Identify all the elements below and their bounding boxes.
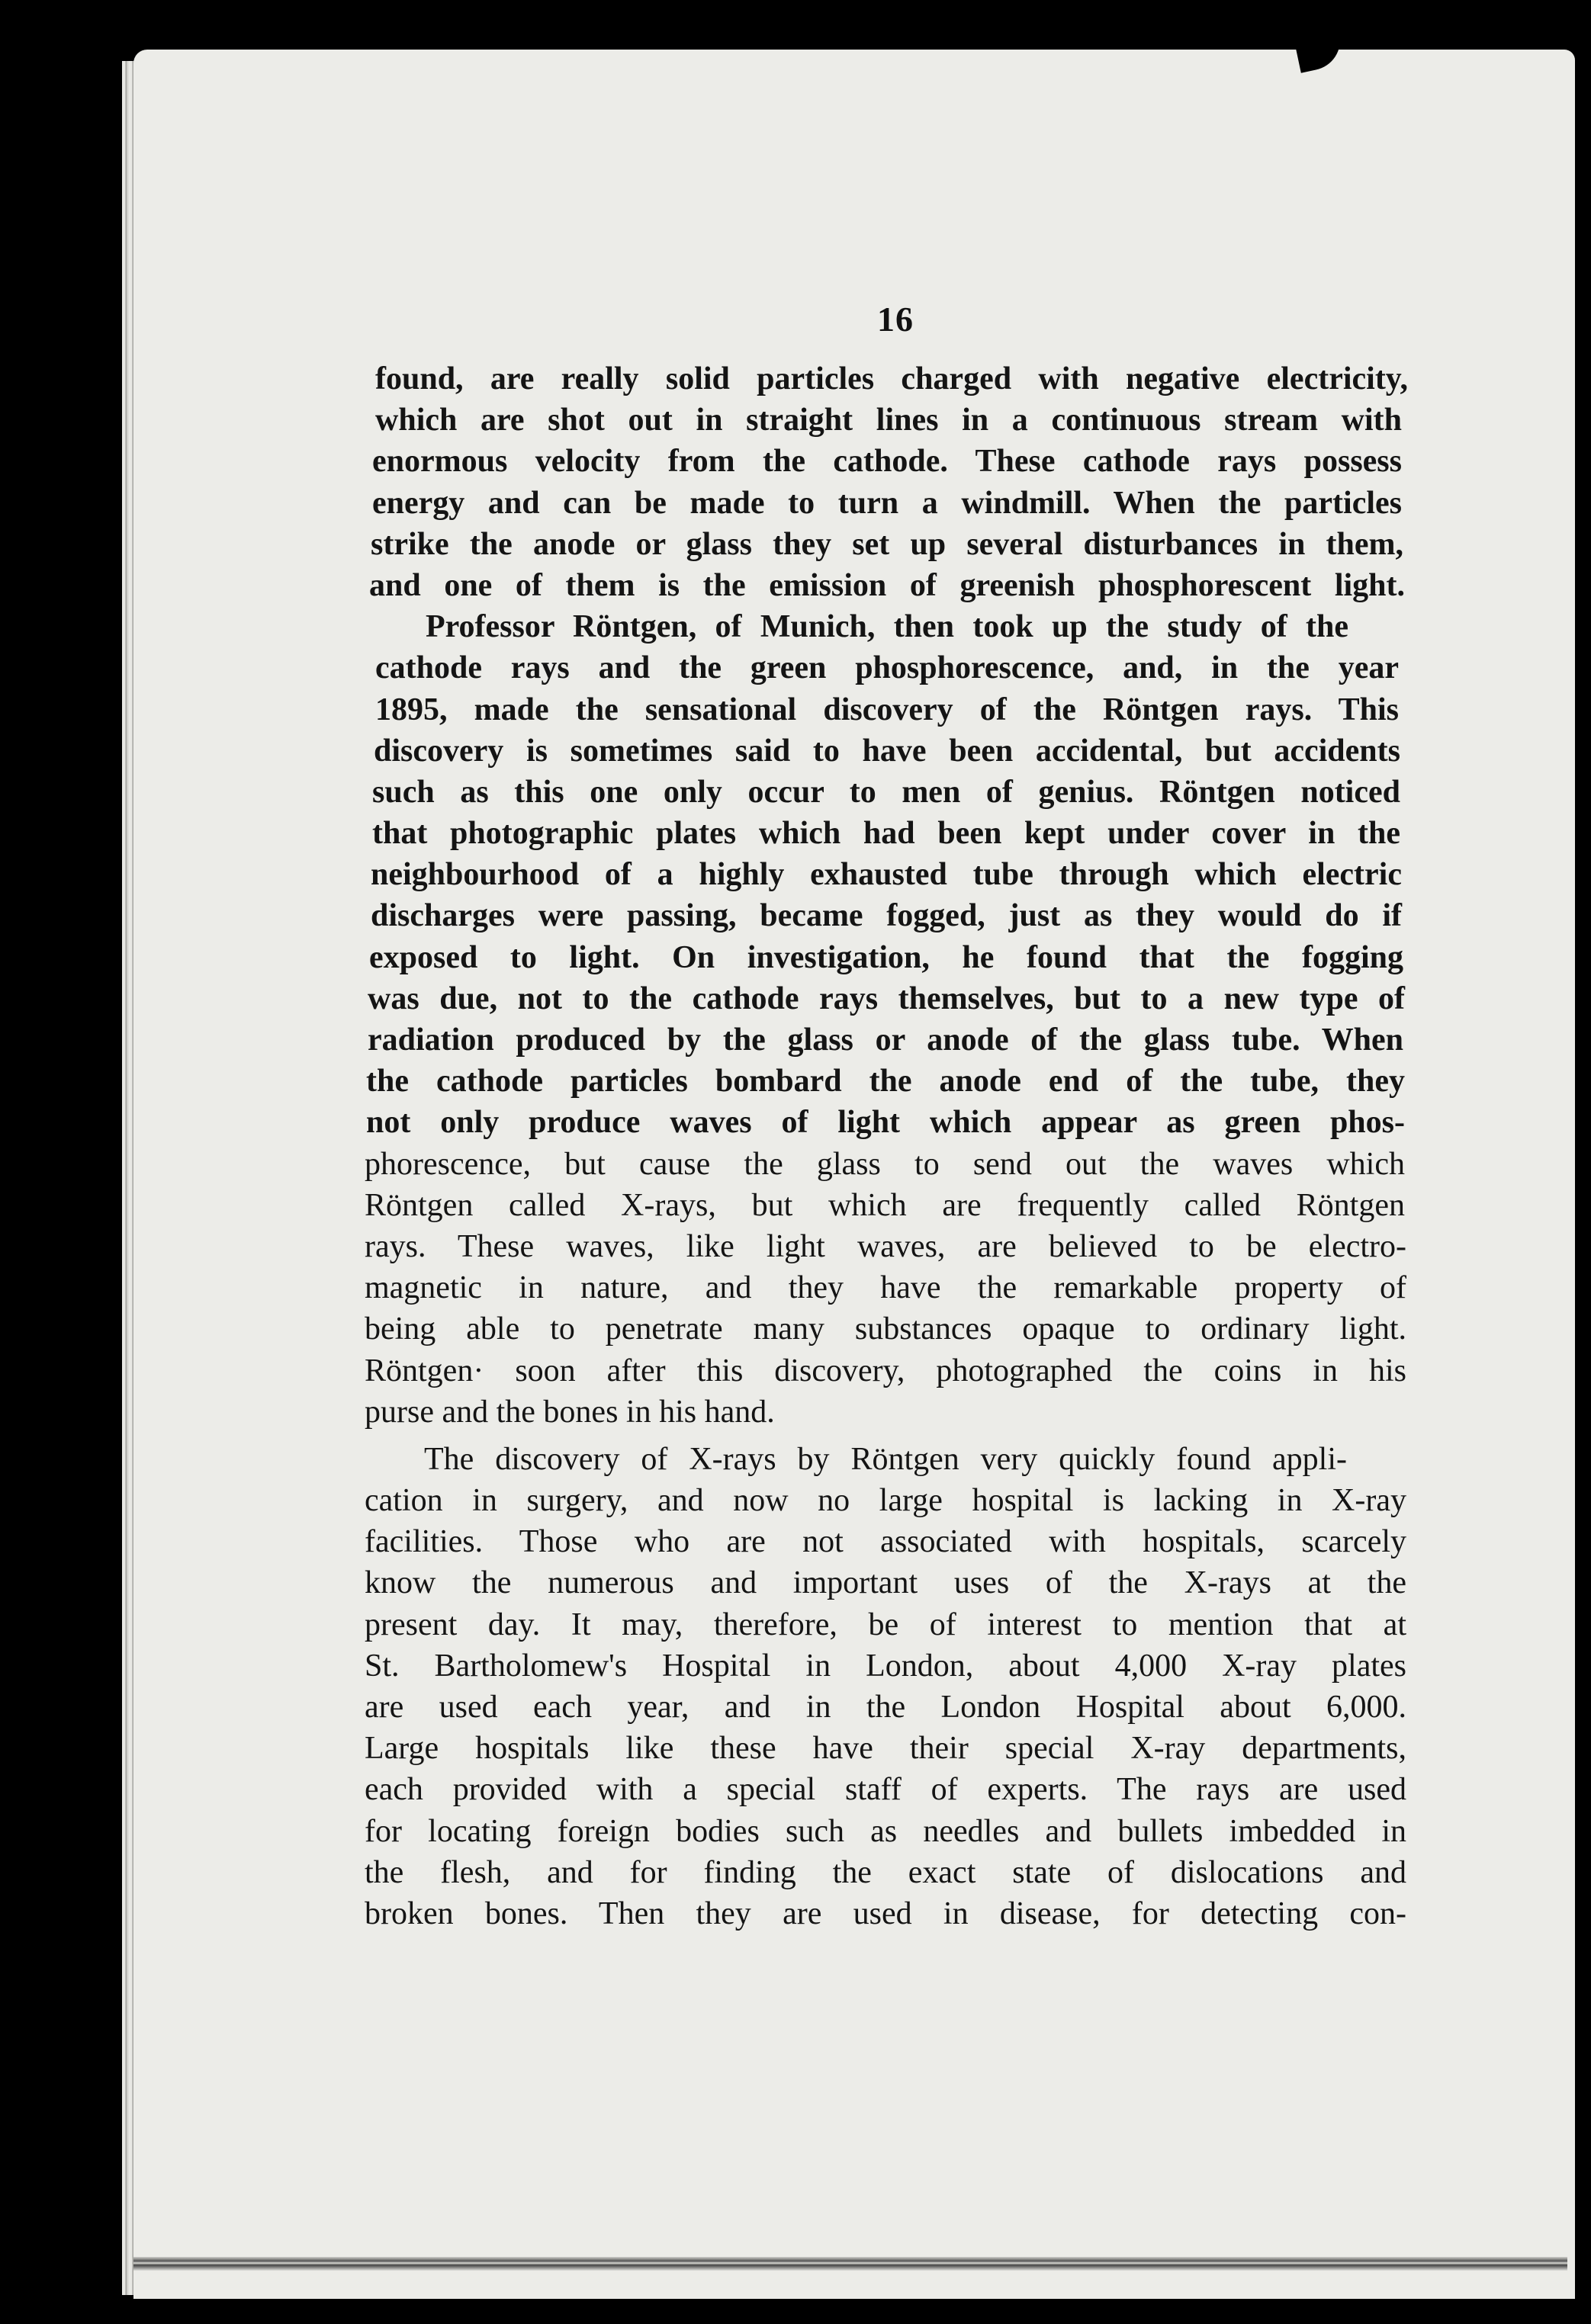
page-number: 16 [877, 300, 914, 339]
text-line: radiation produced by the glass or anode of the glass tube. When [368, 1022, 1403, 1058]
text-line: present day. It may, therefore, be of interest to mention that at [365, 1607, 1406, 1642]
text-line: found, are really solid particles charged with negative electricity, [375, 361, 1408, 396]
text-line: and one of them is the emission of greenish phosphorescent light. [369, 567, 1405, 603]
text-line: that photographic plates which had been kept under cover in the [372, 816, 1400, 852]
text-line: not only produce waves of light which appear as green phos- [366, 1105, 1405, 1141]
text-line: the cathode particles bombard the anode end of the tube, they [366, 1064, 1405, 1099]
text-line: magnetic in nature, and they have the remarkable property of [365, 1270, 1406, 1306]
text-line: Röntgen called X-rays, but which are frequently called Röntgen [365, 1187, 1405, 1223]
text-line: enormous velocity from the cathode. These cathode rays possess [372, 444, 1402, 480]
text-line: St. Bartholomew's Hospital in London, about 4,000 X-ray plates [365, 1648, 1406, 1684]
text-line: for locating foreign bodies such as needles and bullets imbedded in [365, 1813, 1406, 1849]
text-line: strike the anode or glass they set up several disturbances in them, [371, 526, 1403, 562]
text-line: discovery is sometimes said to have been accidental, but accidents [374, 733, 1400, 769]
text-line: which are shot out in straight lines in a continuous stream with [375, 403, 1402, 438]
text-line: broken bones. Then they are used in disease, for detecting con- [365, 1895, 1406, 1931]
text-line: Röntgen· soon after this discovery, photographed the coins in his [365, 1353, 1406, 1388]
text-line: the flesh, and for finding the exact state of dislocations and [365, 1854, 1406, 1890]
text-line: Large hospitals like these have their special X-ray departments, [365, 1731, 1406, 1767]
text-line: rays. These waves, like light waves, are believed to be electro- [365, 1228, 1406, 1264]
text-line: such as this one only occur to men of genius. Röntgen noticed [372, 774, 1400, 810]
text-line: was due, not to the cathode rays themselves, but to a new type of [368, 981, 1405, 1016]
text-line: each provided with a special staff of experts. The rays are used [365, 1772, 1406, 1808]
text-line: phorescence, but cause the glass to send out the waves which [365, 1146, 1405, 1182]
text-line: discharges were passing, became fogged, just as they would do if [371, 898, 1402, 934]
text-line: facilities. Those who are not associated with hospitals, scarcely [365, 1524, 1406, 1560]
text-line: Professor Röntgen, of Munich, then took up the study of the [426, 609, 1348, 645]
text-line: purse and the bones in his hand. [365, 1394, 775, 1430]
text-line: energy and can be made to turn a windmill. When the particles [372, 485, 1402, 521]
text-line: being able to penetrate many substances opaque to ordinary light. [365, 1311, 1406, 1347]
text-line: exposed to light. On investigation, he found that the fogging [369, 939, 1403, 975]
body-text [365, 358, 1408, 1934]
page-bottom-edge [133, 2257, 1567, 2271]
text-line: cathode rays and the green phosphorescence, and, in the year [375, 650, 1399, 686]
text-line: 1895, made the sensational discovery of the Röntgen rays. This [375, 692, 1399, 727]
text-line: The discovery of X-rays by Röntgen very quickly found appli- [424, 1441, 1347, 1477]
text-line: are used each year, and in the London Hospital about 6,000. [365, 1690, 1406, 1725]
text-line: neighbourhood of a highly exhausted tube through which electric [371, 857, 1402, 893]
text-line: cation in surgery, and now no large hospital is lacking in X-ray [365, 1483, 1406, 1519]
text-line: know the numerous and important uses of the X-rays at the [365, 1565, 1406, 1601]
